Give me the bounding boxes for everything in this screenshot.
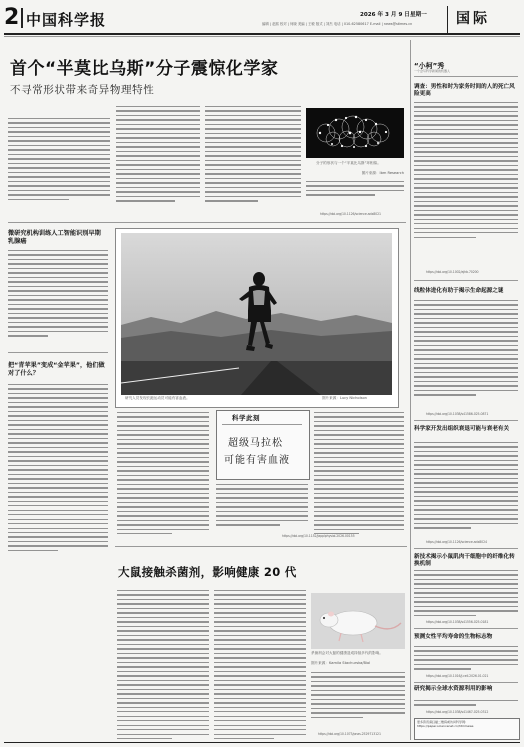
sidebar-item-4-url[interactable]: https://doi.org/10.1038/s41556-025-0181	[426, 620, 489, 624]
page-number: 2	[4, 5, 20, 30]
feature-bottom-rule	[115, 546, 407, 547]
header-rule	[4, 33, 520, 35]
lead-body-col-2	[116, 106, 200, 205]
sidebar-item-2-body	[414, 300, 518, 399]
bottom-body-col-2	[214, 590, 306, 742]
lead-headline: 首个“半莫比乌斯”分子震惊化学家	[10, 59, 279, 79]
brief-divider	[8, 352, 108, 353]
sidebar-item-4-title: 新技术揭示小鼠肌肉干细胞中的纤维化转换机制	[414, 554, 515, 567]
sidebar-title-rule	[414, 76, 518, 77]
lead-subtitle: 不寻常形状带来奇异物理特性	[10, 84, 155, 96]
sidebar-item-5-body	[414, 646, 518, 673]
sidebar-item-4-body	[414, 570, 518, 619]
sidebar-item-1-body	[414, 102, 518, 241]
molecule-image	[306, 108, 404, 158]
page-bottom-rule	[4, 742, 520, 743]
issue-date: 2026 年 3 月 9 日	[360, 12, 410, 18]
sidebar-item-3-title: 科学家开发出组织衰退可能与衰老有关	[414, 426, 510, 432]
bottom-body-col-3	[311, 672, 405, 721]
brief2-title: 把“青苹果”变成“金苹果”，他们做对了什么？	[8, 362, 105, 377]
masthead: 中国科学报	[26, 11, 107, 29]
sidebar-item-6-url[interactable]: https://doi.org/10.1038/s41467-025-0312	[426, 710, 489, 714]
sidebar-column-subtitle: 一个会写科学新闻的机器人	[414, 69, 451, 73]
editor-info: 编辑 | 赵熙 校对 | 何晓 美编 | 王敏 版式 | 刘杰 电话 | 010-62580617 E-mail | news@stimes.cn	[262, 22, 413, 26]
sidebar-item-6-body	[414, 700, 518, 709]
sidebar-divider-3	[414, 548, 518, 549]
lead-url[interactable]: https://doi.org/10.1126/science.adx8021	[320, 212, 381, 216]
brief1-body	[8, 250, 108, 340]
sidebar-item-3-url[interactable]: https://doi.org/10.1126/science.adx8024	[426, 540, 487, 544]
feature-body-col-2	[216, 484, 308, 529]
rat-image-credit: 图片来源：Kamila Stachurska/Biol	[311, 661, 371, 665]
sidebar-divider-5	[414, 682, 518, 683]
runner-photo-credit: 图片来源：Lucy Nicholson	[322, 396, 367, 400]
feature-kicker: 科学此刻	[232, 414, 260, 422]
bottom-url[interactable]: https://doi.org/10.1073/pnas.2529713121	[318, 732, 381, 736]
sidebar-item-2-url[interactable]: https://doi.org/10.1038/s41586-025-0871	[426, 412, 489, 416]
lead-bottom-rule	[8, 222, 406, 223]
sidebar-divider-1	[414, 280, 518, 281]
sidebar-footer: 更多资讯请扫描二维码或访问科学网：https://paper.sciencenet.cn/htmlnews	[417, 720, 474, 728]
kicker-rule	[222, 424, 302, 425]
sidebar-divider-4	[414, 628, 518, 629]
page-number-divider	[21, 8, 23, 28]
rat-image-caption: 杀菌剂会对大鼠的健康造成持续多代的影响。	[311, 651, 383, 655]
sidebar-item-6-title: 研究揭示全球水资源利用的影响	[414, 686, 493, 692]
sidebar-item-1-title: 调查：男性和时为家务时间的人的死亡风险更高	[414, 84, 515, 97]
sidebar-item-3-body	[414, 442, 518, 532]
molecule-image-credit: 图片来源：Ibm Research	[361, 171, 404, 175]
runner-photo	[121, 233, 392, 395]
runner-photo-caption: 研究人员发现长跑运动员可能有害血液。	[125, 396, 190, 400]
brief2-body	[8, 384, 108, 554]
rat-image	[311, 593, 405, 649]
header-rule-thin	[4, 36, 520, 37]
feature-headline-1: 超级马拉松	[228, 438, 283, 449]
feature-body-col-1	[117, 412, 209, 538]
sidebar-column-title: “小柯”秀	[414, 62, 445, 70]
issue-weekday: 星期一	[410, 12, 427, 18]
bottom-body-col-1	[117, 590, 209, 742]
sidebar-item-1-url[interactable]: https://doi.org/10.1002/ajhb.70200	[426, 270, 479, 274]
bottom-headline: 大鼠接触杀菌剂，影响健康 20 代	[118, 565, 297, 579]
feature-body-col-3	[314, 412, 404, 538]
lead-body-col-4	[306, 181, 404, 199]
sidebar-item-5-url[interactable]: https://doi.org/10.1016/j.cell.2026.01.021	[426, 674, 489, 678]
lead-body-col-1	[8, 118, 110, 203]
lead-body-col-3	[205, 106, 301, 205]
sidebar-divider-2	[414, 420, 518, 421]
molecule-image-caption: 分子的形状与一个“半莫比乌斯”环相似。	[316, 161, 381, 165]
feature-url[interactable]: https://doi.org/10.1152/japplphysiol.2026.00155	[282, 534, 355, 538]
sidebar-item-2-title: 线粒体进化有助于揭示生命起源之谜	[414, 288, 504, 294]
sidebar-border	[410, 40, 411, 740]
section-title: 国际	[456, 11, 490, 27]
sidebar-item-5-title: 预测女性平均寿命的生物标志物	[414, 634, 493, 640]
brief1-title: 微研究机构训练人工智能识别早期乳腺癌	[8, 230, 101, 245]
feature-headline-2: 可能有害血液	[224, 455, 290, 466]
